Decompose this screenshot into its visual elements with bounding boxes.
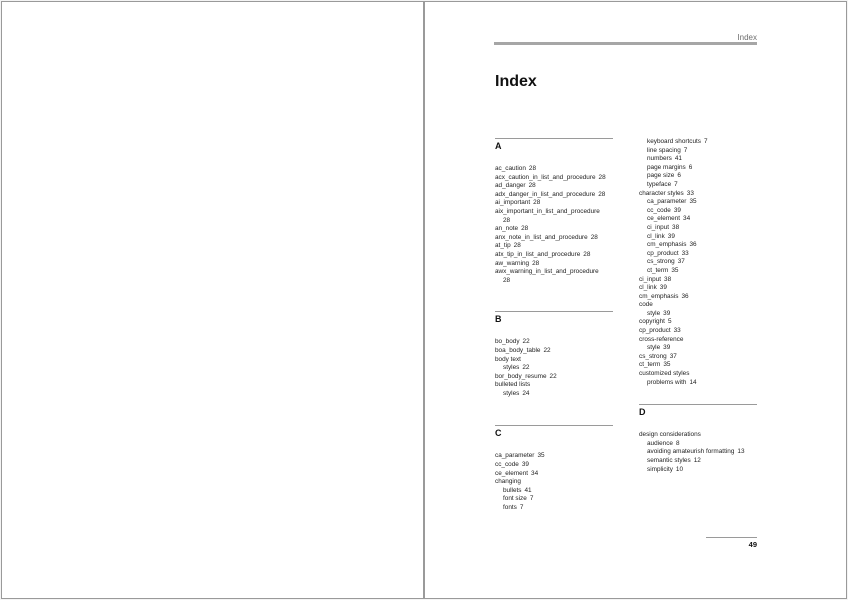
index-subentry: keyboard shortcuts 7 xyxy=(647,138,708,145)
index-subentry: styles 22 xyxy=(503,364,530,372)
footer-rule xyxy=(706,537,757,538)
header-rule xyxy=(494,42,757,45)
index-section-c xyxy=(495,425,613,512)
section-letter: B xyxy=(495,314,502,325)
index-entry: code xyxy=(639,301,653,309)
index-entry: ce_element 34 xyxy=(495,469,539,477)
index-subentry: font size 7 xyxy=(503,495,534,503)
index-subentry: page size 6 xyxy=(647,172,681,180)
index-entry: awx_warning_in_list_and_procedure 28 xyxy=(495,268,599,284)
section-rule xyxy=(639,404,757,405)
index-entry: aw_warning 28 xyxy=(495,259,540,267)
index-subentry: avoiding amateurish formatting 13 xyxy=(647,448,745,456)
index-entry: atx_tip_in_list_and_procedure 28 xyxy=(495,250,591,258)
index-subentry: style 39 xyxy=(647,344,671,352)
index-section-b xyxy=(495,311,613,398)
page-title: Index xyxy=(495,73,537,90)
index-entry: cross-reference xyxy=(639,335,684,343)
index-entry: changing xyxy=(495,478,521,486)
index-entry: acx_caution_in_list_and_procedure 28 xyxy=(495,173,606,181)
index-subentry: simplicity 10 xyxy=(647,465,684,473)
running-header: Index xyxy=(737,33,757,42)
section-rule xyxy=(495,138,613,139)
index-subentry: typeface 7 xyxy=(647,180,678,188)
index-entry: cs_strong 37 xyxy=(639,352,677,360)
index-section-d xyxy=(639,404,757,474)
section-rule xyxy=(495,311,613,312)
index-entry: cc_code 39 xyxy=(495,461,529,469)
index-subentry: cc_code 39 xyxy=(647,206,681,214)
index-subentry: problems with 14 xyxy=(647,378,697,386)
index-entry: ci_input 38 xyxy=(639,275,672,283)
index-column-left xyxy=(495,138,613,513)
index-entry: an_note 28 xyxy=(495,225,529,233)
index-entry: customized styles xyxy=(639,370,690,378)
index-subentry: cl_link 39 xyxy=(647,232,675,240)
section-letter: D xyxy=(639,407,646,418)
index-entry: copyright 5 xyxy=(639,318,672,326)
index-column-right xyxy=(639,138,757,474)
section-letter: A xyxy=(495,141,502,151)
section-rule xyxy=(495,425,613,426)
index-entry: bo_body 22 xyxy=(495,338,530,346)
page-number: 49 xyxy=(748,540,757,549)
index-subentry: audience 8 xyxy=(647,439,680,447)
index-entry: ca_parameter 35 xyxy=(495,452,545,460)
index-subentry: ci_input 38 xyxy=(647,223,680,231)
index-entry: body text xyxy=(495,355,521,363)
index-subentry: cp_product 33 xyxy=(647,249,689,257)
index-subentry: ca_parameter 35 xyxy=(647,198,697,206)
index-subentry: cs_strong 37 xyxy=(647,258,685,266)
index-entry: at_tip 28 xyxy=(495,242,521,250)
index-entry: cm_emphasis 36 xyxy=(639,292,689,300)
index-entry: ac_caution 28 xyxy=(495,165,537,172)
index-entry: ct_term 35 xyxy=(639,361,671,369)
index-entry: bor_body_resume 22 xyxy=(495,372,557,380)
left-page xyxy=(1,1,424,599)
index-subentry: fonts 7 xyxy=(503,504,524,512)
index-subentry: cm_emphasis 36 xyxy=(647,241,697,249)
index-subentry: bullets 41 xyxy=(503,486,532,494)
index-entry: boa_body_table 22 xyxy=(495,346,551,354)
index-entry: adx_danger_in_list_and_procedure 28 xyxy=(495,190,606,198)
index-entry: aix_important_in_list_and_procedure 28 xyxy=(495,207,600,224)
index-entry: ai_important 28 xyxy=(495,199,541,207)
section-letter: C xyxy=(495,428,502,439)
index-entry: ad_danger 28 xyxy=(495,182,536,190)
index-continued-c xyxy=(639,138,757,387)
index-subentry: line spacing 7 xyxy=(647,146,688,154)
index-subentry: ct_term 35 xyxy=(647,266,679,274)
index-entry: design considerations xyxy=(639,431,701,439)
right-page xyxy=(424,1,847,599)
index-subentry: style 39 xyxy=(647,309,671,317)
index-section-a xyxy=(495,138,613,285)
index-entry: bulleted lists xyxy=(495,381,531,389)
index-subentry: page margins 6 xyxy=(647,163,693,171)
index-subentry: semantic styles 12 xyxy=(647,457,701,464)
index-entry: character styles 33 xyxy=(639,189,694,197)
index-entry: cl_link 39 xyxy=(639,284,667,292)
index-entry: anx_note_in_list_and_procedure 28 xyxy=(495,233,598,241)
index-subentry: ce_element 34 xyxy=(647,215,691,223)
index-subentry: numbers 41 xyxy=(647,155,682,163)
index-entry: cp_product 33 xyxy=(639,327,681,335)
index-subentry: styles 24 xyxy=(503,389,530,397)
